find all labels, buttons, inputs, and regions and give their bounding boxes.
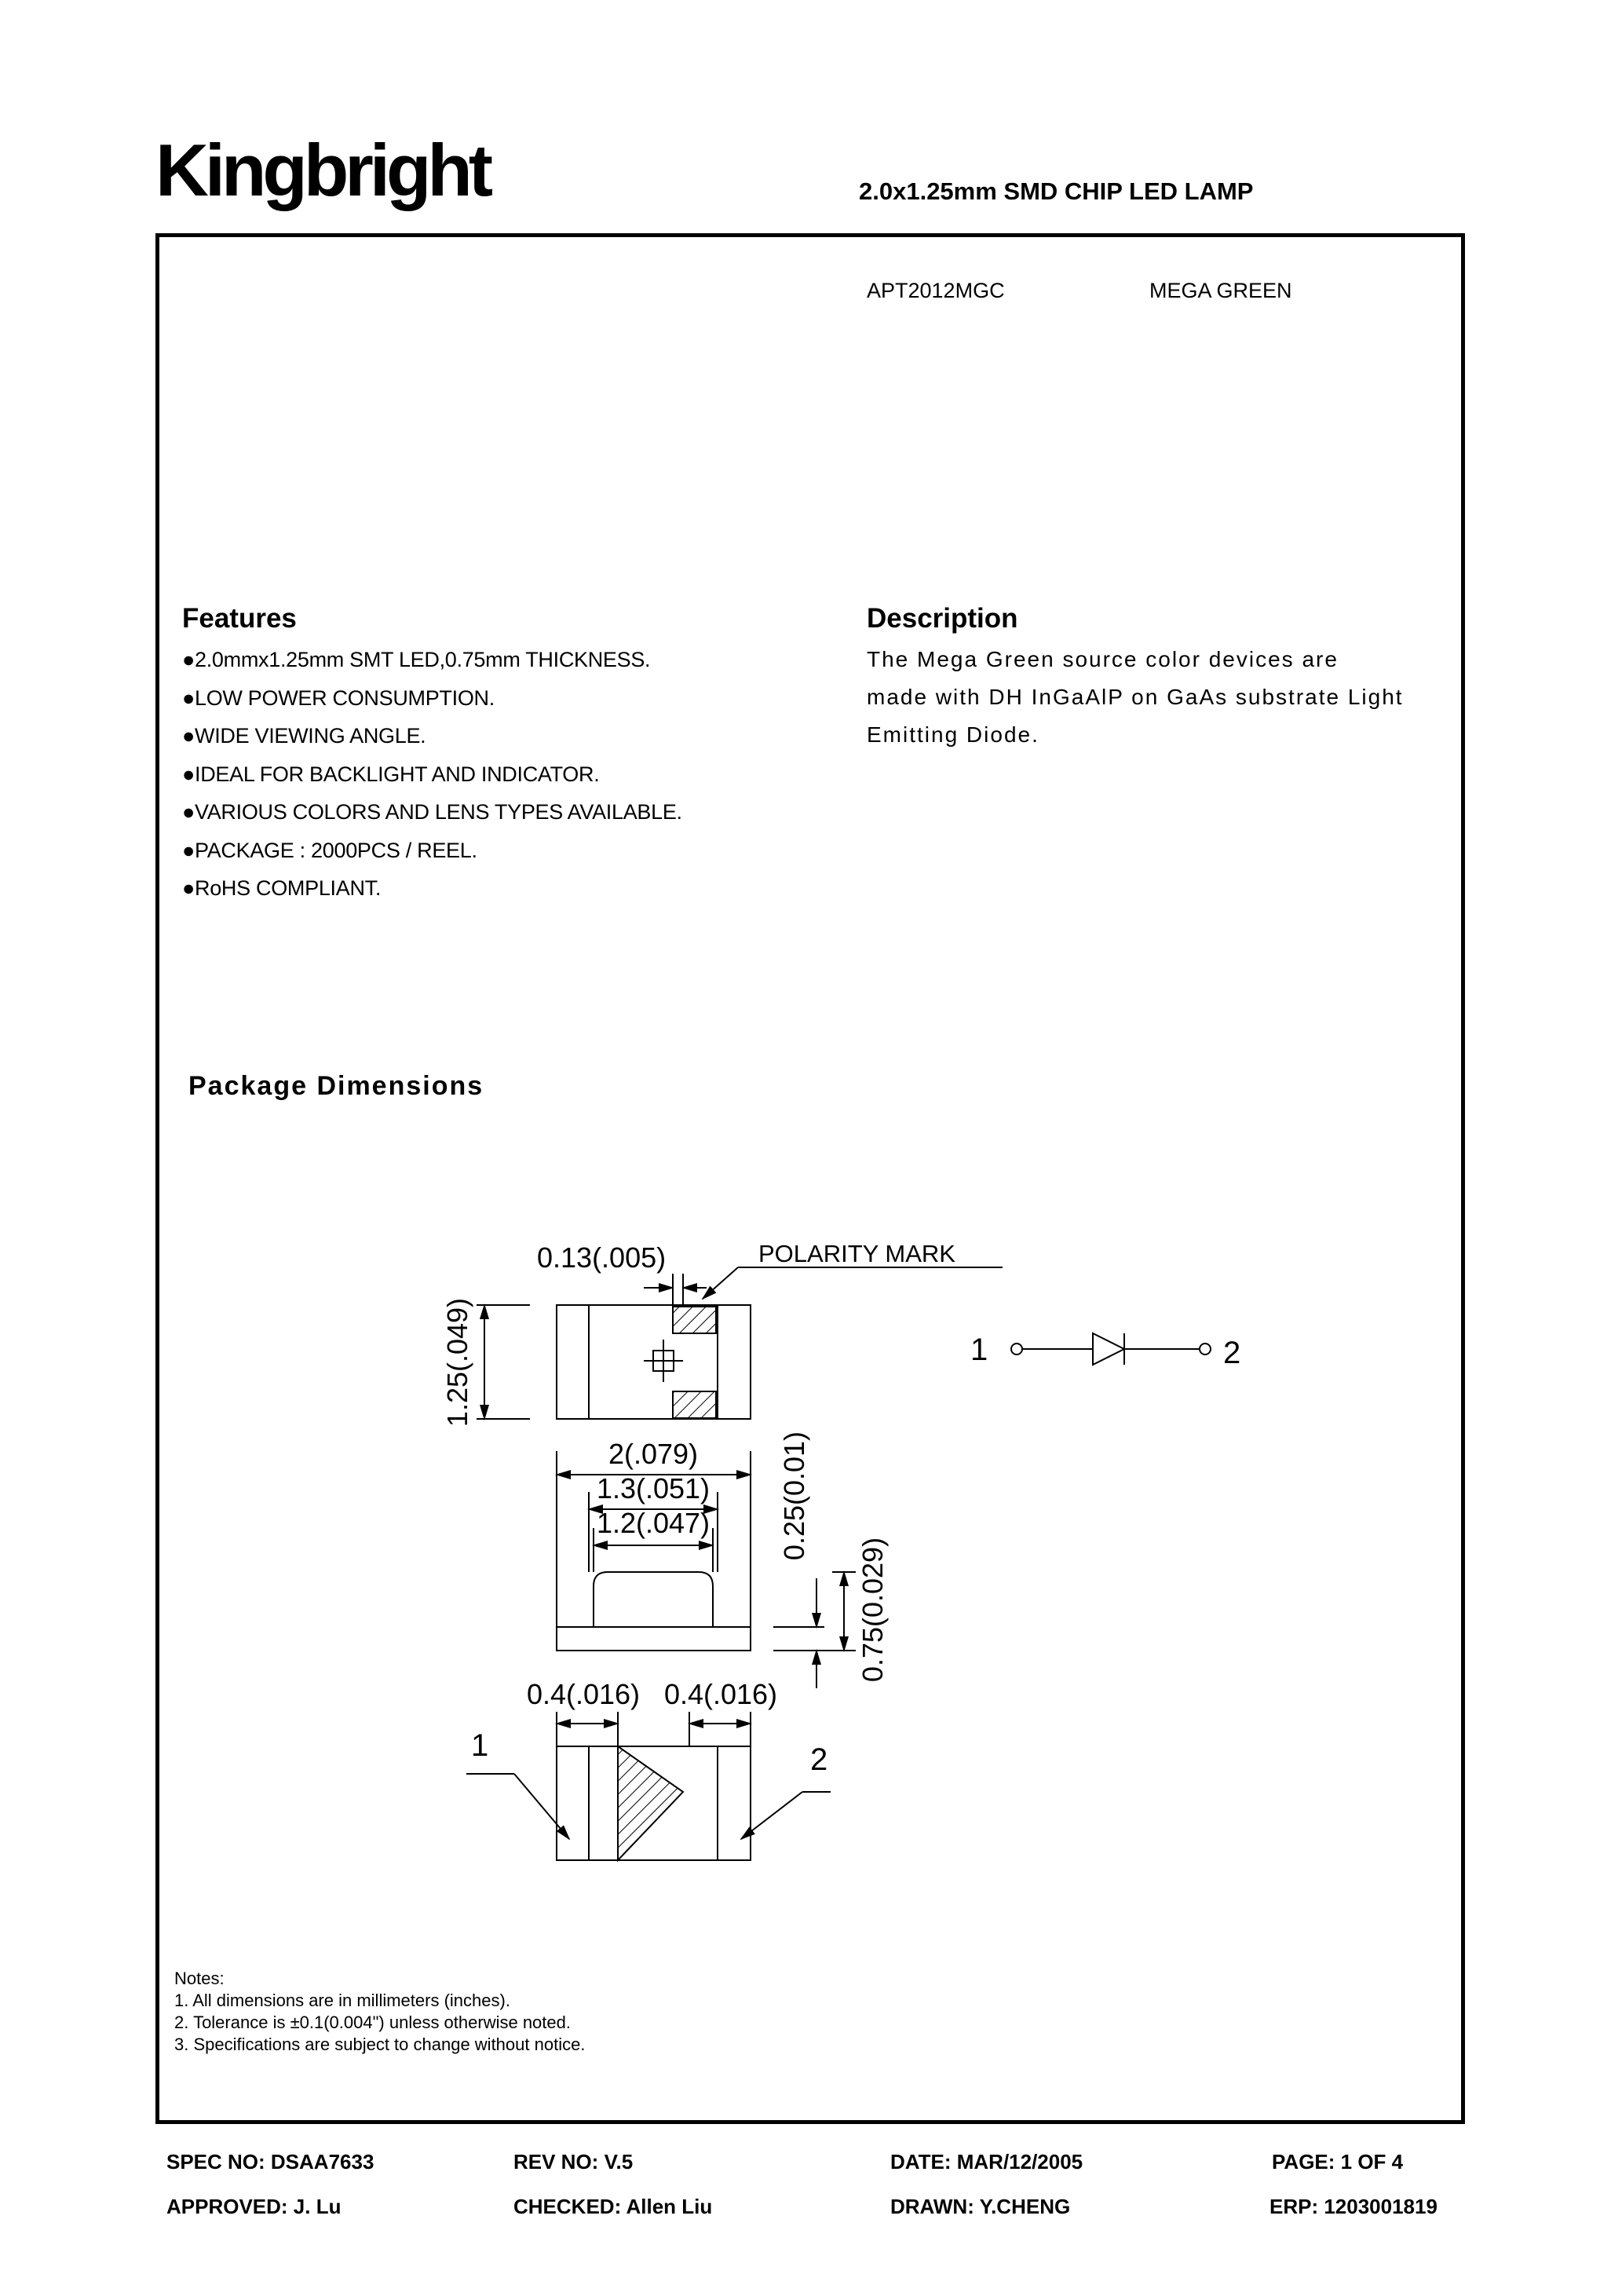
- document-title: 2.0x1.25mm SMD CHIP LED LAMP: [859, 177, 1254, 205]
- package-heading: Package Dimensions: [188, 1071, 484, 1101]
- notes-title: Notes:: [174, 1969, 225, 1988]
- feature-item: ●LOW POWER CONSUMPTION.: [182, 686, 495, 710]
- note-item: 3. Specifications are subject to change without notice.: [174, 2035, 586, 2054]
- dim-label: 0.4(.016): [663, 1678, 778, 1710]
- pin-label: 2: [810, 1742, 828, 1777]
- pin-label: 1: [970, 1333, 988, 1367]
- description-line: Emitting Diode.: [867, 722, 1039, 747]
- description-line: made with DH InGaAlP on GaAs substrate Light: [867, 685, 1404, 709]
- dim-label: 1.25(.049): [441, 1297, 473, 1428]
- note-item: 2. Tolerance is ±0.1(0.004") unless otherwise noted.: [174, 2013, 571, 2032]
- rev-no: REV NO: V.5: [513, 2150, 634, 2174]
- pin-label: 2: [1223, 1336, 1241, 1370]
- dim-label: 0.75(0.029): [857, 1537, 889, 1683]
- feature-item: ●WIDE VIEWING ANGLE.: [182, 724, 426, 748]
- pin-label: 1: [471, 1728, 489, 1763]
- erp-number: ERP: 1203001819: [1269, 2195, 1438, 2218]
- diode-symbol: [1011, 1333, 1211, 1365]
- feature-item: ●2.0mmx1.25mm SMT LED,0.75mm THICKNESS.: [182, 648, 651, 671]
- top-view: [477, 1267, 1003, 1419]
- bottom-view: [466, 1712, 831, 1860]
- polarity-label: POLARITY MARK: [758, 1240, 955, 1267]
- spec-no: SPEC NO: DSAA7633: [166, 2150, 374, 2174]
- drawn-by: DRAWN: Y.CHENG: [890, 2195, 1071, 2218]
- dim-label: 1.3(.051): [596, 1472, 711, 1504]
- part-color: MEGA GREEN: [1149, 279, 1292, 302]
- dim-label: 0.4(.016): [526, 1678, 641, 1710]
- dim-label: 1.2(.047): [596, 1507, 711, 1539]
- note-item: 1. All dimensions are in millimeters (inches).: [174, 1991, 510, 2010]
- feature-item: ●VARIOUS COLORS AND LENS TYPES AVAILABLE.: [182, 800, 682, 824]
- part-number: APT2012MGC: [867, 279, 1005, 302]
- checked-by: CHECKED: Allen Liu: [513, 2195, 713, 2218]
- description-line: The Mega Green source color devices are: [867, 647, 1339, 671]
- dim-label: 0.25(0.01): [778, 1431, 810, 1561]
- feature-item: ●PACKAGE : 2000PCS / REEL.: [182, 839, 477, 862]
- dim-label: 0.13(.005): [537, 1241, 667, 1274]
- date: DATE: MAR/12/2005: [890, 2150, 1083, 2174]
- features-heading: Features: [182, 603, 297, 634]
- brand-logo: Kingbright: [155, 129, 490, 211]
- approved-by: APPROVED: J. Lu: [166, 2195, 342, 2218]
- feature-item: ●RoHS COMPLIANT.: [182, 876, 382, 900]
- dim-label: 2(.079): [608, 1438, 699, 1470]
- description-heading: Description: [867, 603, 1018, 634]
- feature-item: ●IDEAL FOR BACKLIGHT AND INDICATOR.: [182, 762, 600, 786]
- page-number: PAGE: 1 OF 4: [1272, 2150, 1404, 2174]
